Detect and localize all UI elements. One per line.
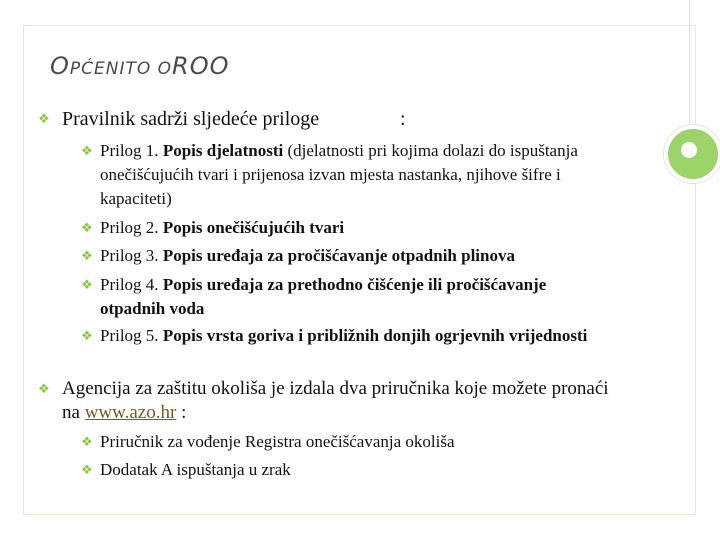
annex-description: (djelatnosti pri kojima dolazi do ispuštanja onečišćujućih tvari i prijenosa izvan mjesta nastanka, njihove šifre i kapaciteti) [100, 141, 578, 208]
annex-bold-title: Popis djelatnosti [162, 141, 284, 160]
diamond-bullet-icon: ❖ [81, 463, 93, 478]
intro-colon: : [400, 108, 406, 130]
agency-after: : [176, 402, 187, 423]
annex-label: Prilog 1. [100, 141, 163, 160]
diamond-bullet-icon: ❖ [38, 112, 50, 127]
diamond-bullet-icon: ❖ [81, 435, 93, 450]
intro-item [38, 107, 662, 131]
annex-bold-title: Popis uređaja za pročišćavanje otpadnih plinova [162, 246, 515, 265]
annex-label: Prilog 5. [100, 326, 163, 345]
annex-bold-title: Popis onečišćujućih tvari [162, 218, 345, 237]
slide-title [50, 52, 230, 80]
annex-label: Prilog 3. [100, 246, 163, 265]
diamond-bullet-icon: ❖ [81, 329, 93, 344]
annex-label: Prilog 4. [100, 275, 163, 294]
annex-item-1 [81, 139, 620, 211]
manual-text: Dodatak A ispuštanja u zrak [100, 460, 291, 479]
title-prefix-cap: O [50, 52, 70, 80]
manual-text: Priručnik za vođenje Registra onečišćavanja okoliša [100, 432, 455, 451]
annex-label: Prilog 2. [100, 218, 163, 237]
annex-item-4 [81, 273, 570, 321]
agency-item [38, 377, 622, 425]
diamond-bullet-icon: ❖ [81, 278, 93, 293]
intro-text: Pravilnik sadrži sljedeće priloge [62, 108, 320, 130]
diamond-bullet-icon: ❖ [81, 144, 93, 159]
diamond-bullet-icon: ❖ [81, 221, 93, 236]
title-prefix-rest: PĆENITO O [69, 59, 173, 79]
diamond-bullet-icon: ❖ [81, 249, 93, 264]
annex-item-5 [81, 324, 620, 348]
manual-item-2 [81, 458, 620, 482]
annex-item-3 [81, 244, 620, 268]
decorative-circle-center [681, 142, 697, 158]
manual-item-1 [81, 430, 620, 454]
annex-item-2 [81, 216, 620, 240]
agency-text: Agencija za zaštitu okoliša je izdala dva priručnika koje možete pronaći na [62, 378, 609, 423]
annex-bold-title: Popis vrsta goriva i približnih donjih ogrjevnih vrijednosti [162, 326, 588, 345]
agency-website-link[interactable]: www.azo.hr [84, 402, 177, 423]
title-suffix: ROO [172, 52, 230, 80]
diamond-bullet-icon: ❖ [38, 382, 50, 397]
annex-bold-title: Popis uređaja za prethodno čišćenje ili pročišćavanje otpadnih voda [100, 275, 547, 318]
